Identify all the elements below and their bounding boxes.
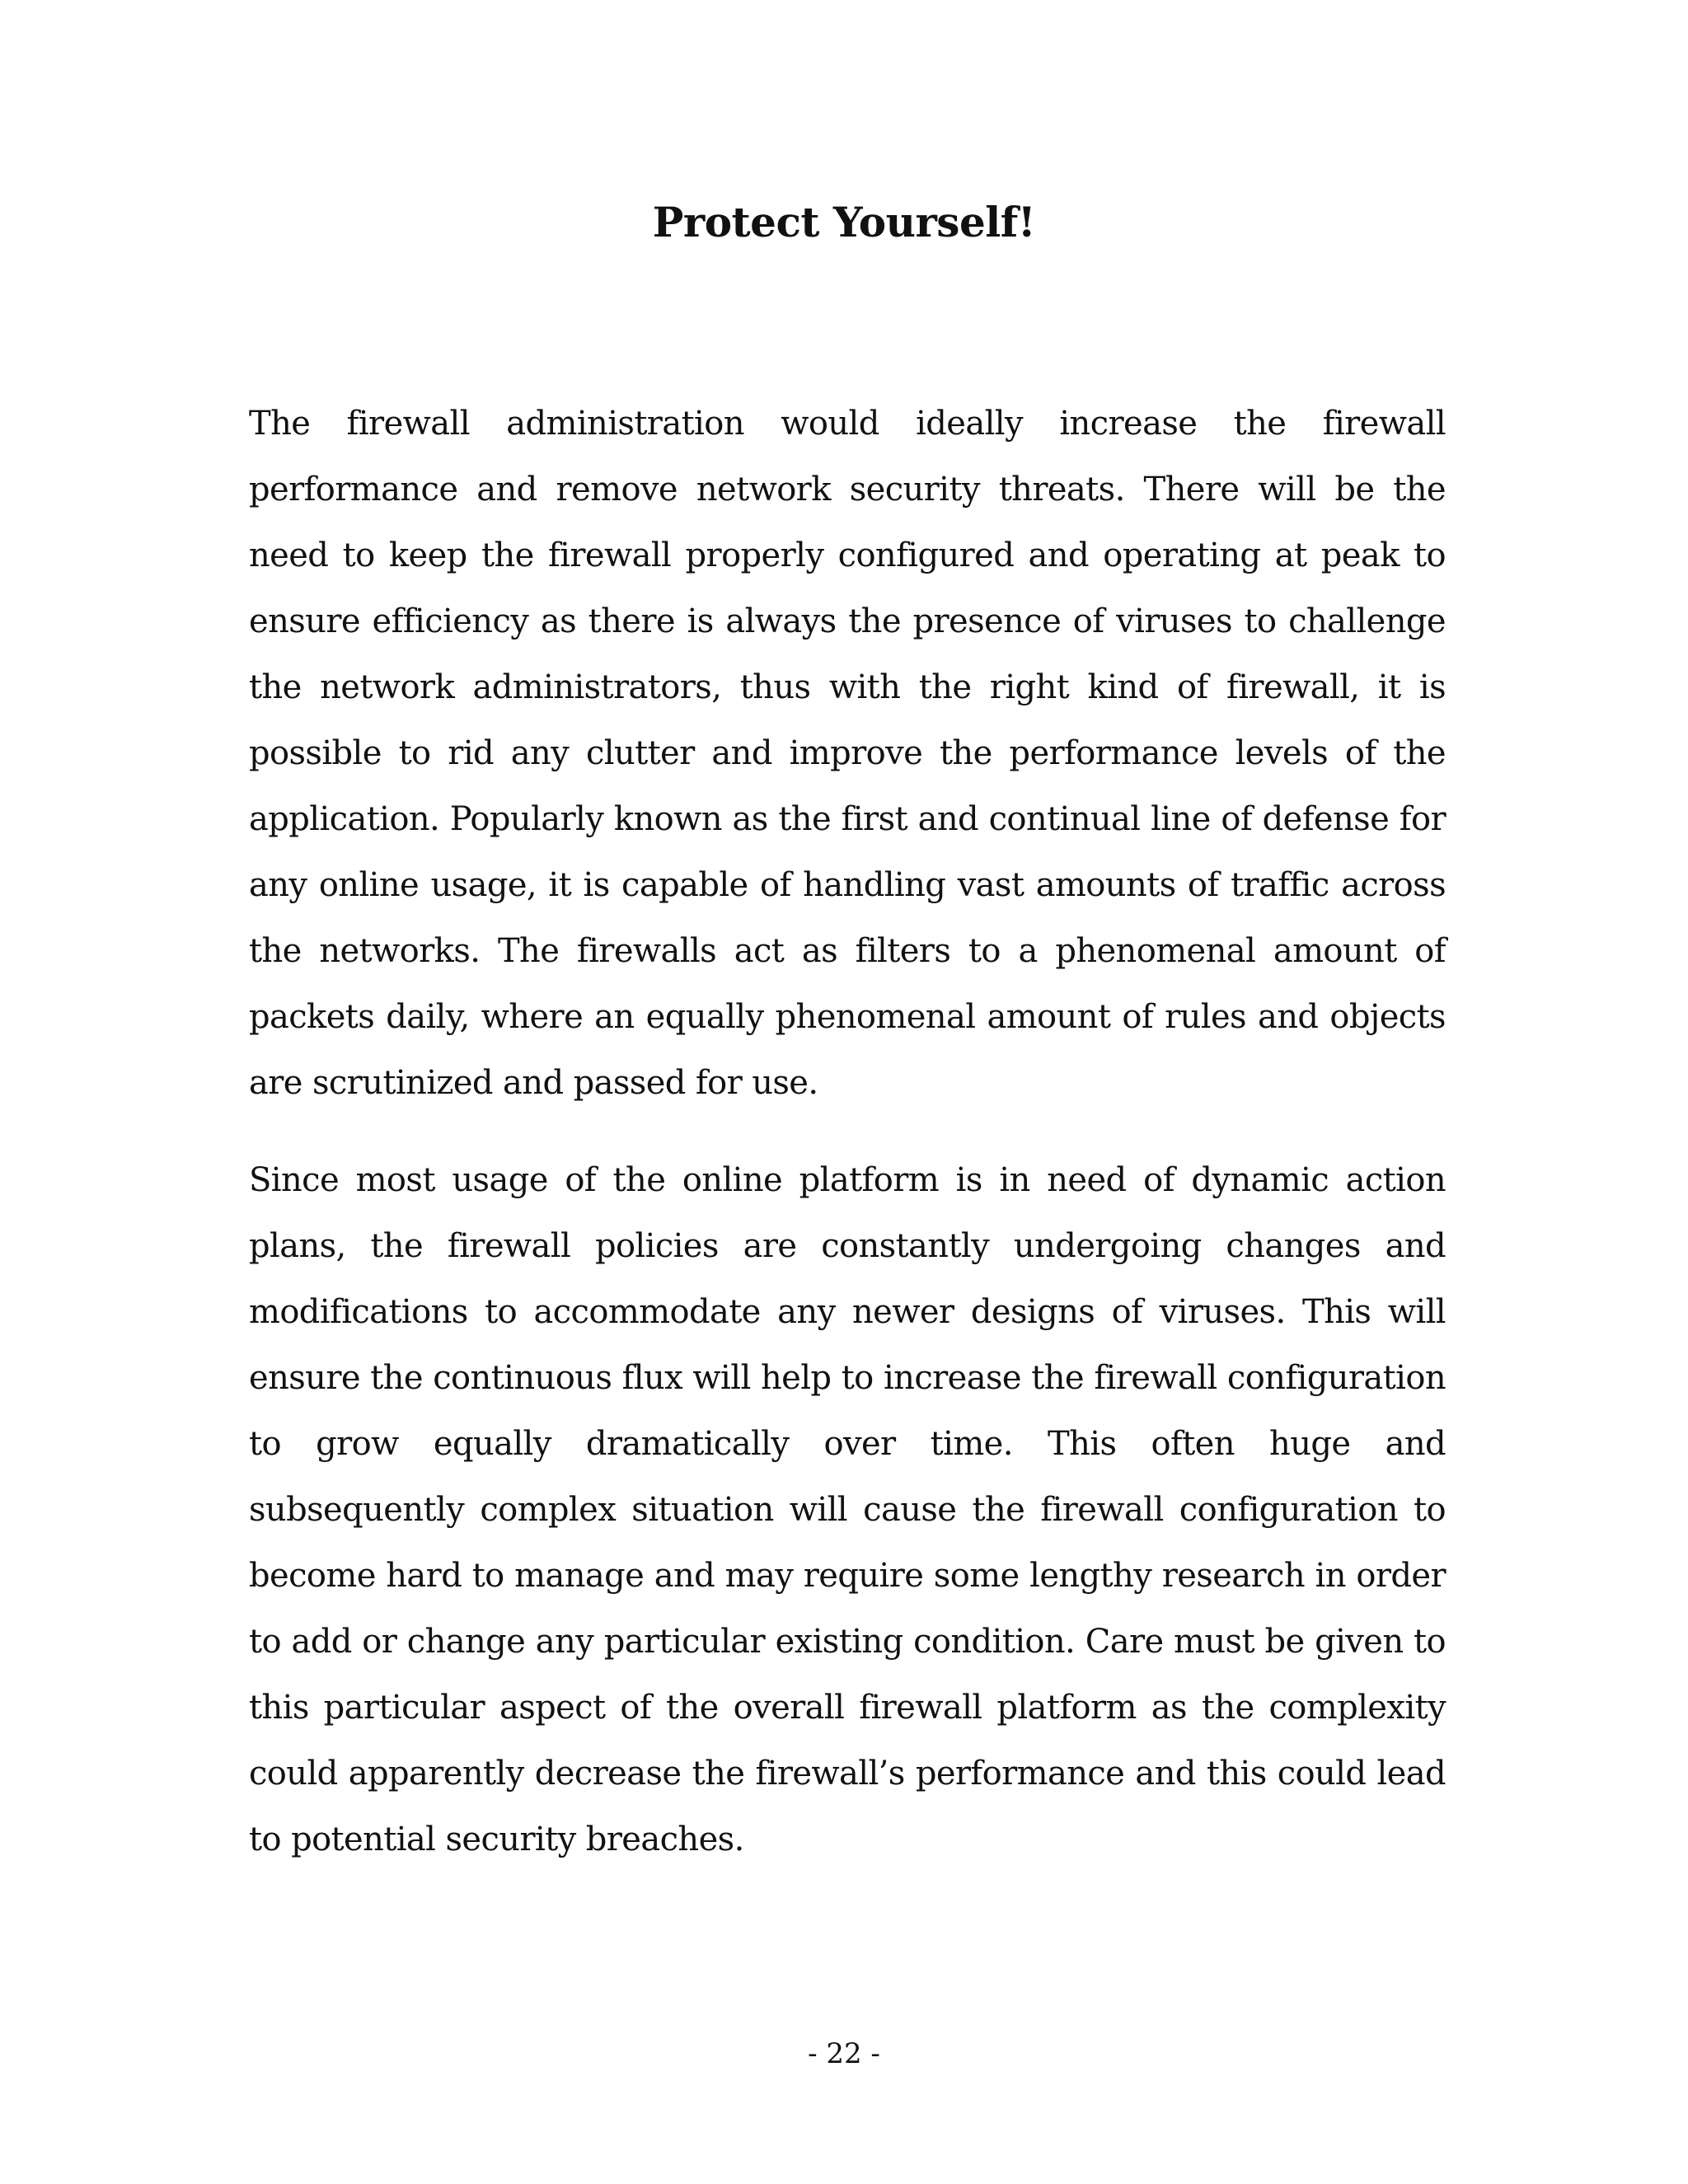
- paragraph-1: The firewall administration would ideally increase the firewall performance and remove network security threats. There will be the need to keep the firewall properly configured and operating at peak to ensure efficiency as there is always the presence of viruses to challenge the network administrators, thus with the right kind of firewall, it is possible to rid any clutter and improve the performance levels of the application. Popularly known as the first and continual line of defense for any online usage, it is capable of handling vast amounts of traffic across the networks. The firewalls act as filters to a phenomenal amount of packets daily, where an equally phenomenal amount of rules and objects are scrutinized and passed for use.: [249, 405, 1446, 1102]
- body-text: [249, 391, 1446, 1872]
- paragraph-2: Since most usage of the online platform is in need of dynamic action plans, the firewall policies are constantly undergoing changes and modifications to accommodate any newer designs of viruses. This will ensure the continuous flux will help to increase the firewall configuration to grow equally dramatically over time. This often huge and subsequently complex situation will cause the firewall configuration to become hard to manage and may require some lengthy research in order to add or change any particular existing condition. Care must be given to this particular aspect of the overall firewall platform as the complexity could apparently decrease the firewall’s performance and this could lead to potential security breaches.: [249, 1161, 1446, 1858]
- page-number: - 22 -: [808, 2037, 880, 2070]
- page-title: Protect Yourself!: [652, 198, 1036, 246]
